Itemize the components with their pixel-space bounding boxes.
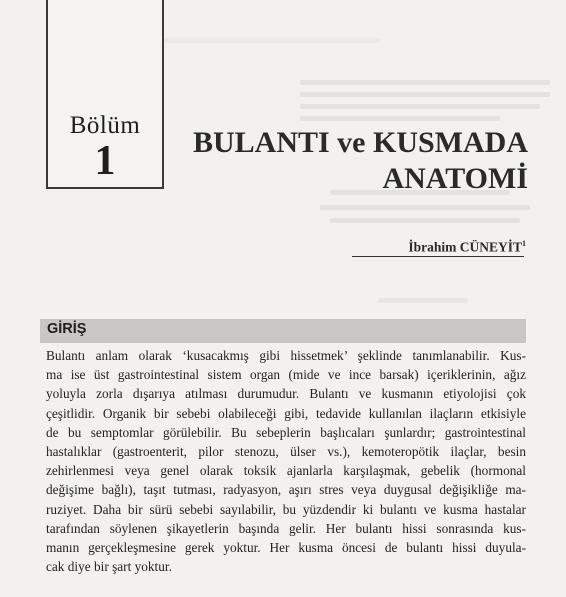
body-line: tarafından söylenen şikayetlerin başında gelir. Her bulantı hissi sonrasında kus- <box>46 520 526 536</box>
section-heading-bar <box>40 319 526 343</box>
chapter-title-line-2: ANATOMİ <box>382 162 528 195</box>
bleed-through-text <box>160 38 380 43</box>
bleed-through-text <box>378 298 468 303</box>
section-heading: GİRİŞ <box>47 321 87 337</box>
bleed-through-text <box>320 205 530 210</box>
body-line: cak diye bir şart yoktur. <box>46 559 172 575</box>
bleed-through-text <box>300 92 550 97</box>
body-line: değişime bağlı), taşıt tutması, radyasyon, aşırı stres veya duygusal değişikliğe ma- <box>46 482 526 498</box>
chapter-title-line-1: BULANTI ve KUSMADA <box>192 126 528 159</box>
author-name: İbrahim CÜNEYİT <box>408 239 522 255</box>
body-line: de bu semptomlar görülebilir. Bu sebeplerin başlıcaları şunlardır; gastrointestinal <box>46 424 526 440</box>
body-line: hastalıklar (gastroenterit, pilor stenozu, ülser vs.), kemoteropötik ilaçlar, besin <box>46 443 526 459</box>
body-line: ruziyet. Daha bir sürü sebebi sayılabilir, bu yüzdendir ki bulantı ve kusma hastalar <box>46 501 526 517</box>
author-underline <box>352 256 524 257</box>
chapter-box <box>46 0 164 189</box>
body-line: yoluyla zorla dışarıya atılması durumudur. Bulantı ve kusmanın etiyolojisi çok <box>46 386 526 402</box>
body-line: çeşitlidir. Organik bir sebebi olabileceği gibi, tedavide kullanılan ilaçların etkisiyle <box>46 405 526 421</box>
body-line: ma ise üst gastrointestinal sistem organ (mide ve ince barsak) içeriklerinin, ağız <box>46 367 526 383</box>
chapter-title <box>193 125 528 197</box>
body-line: Bulantı anlam olarak ‘kusacakmış gibi hissetmek’ şeklinde tanımlanabilir. Kus- <box>46 348 526 363</box>
author <box>408 239 526 256</box>
chapter-number: 1 <box>94 138 116 184</box>
body-paragraph <box>46 346 526 576</box>
bleed-through-text <box>300 116 500 121</box>
chapter-label: Bölüm <box>69 112 141 139</box>
author-footnote-mark: 1 <box>522 239 526 248</box>
body-line: zehirlenmesi veya genel olarak toksik ajanlarla karşılaşmak, gebelik (hormonal <box>46 463 526 479</box>
body-line: manın gerçekleşmesine gerek yoktur. Her kusma öncesi de bulantı hissi duyula- <box>46 539 526 555</box>
bleed-through-text <box>300 104 540 109</box>
bleed-through-text <box>330 218 520 223</box>
bleed-through-text <box>300 80 550 85</box>
